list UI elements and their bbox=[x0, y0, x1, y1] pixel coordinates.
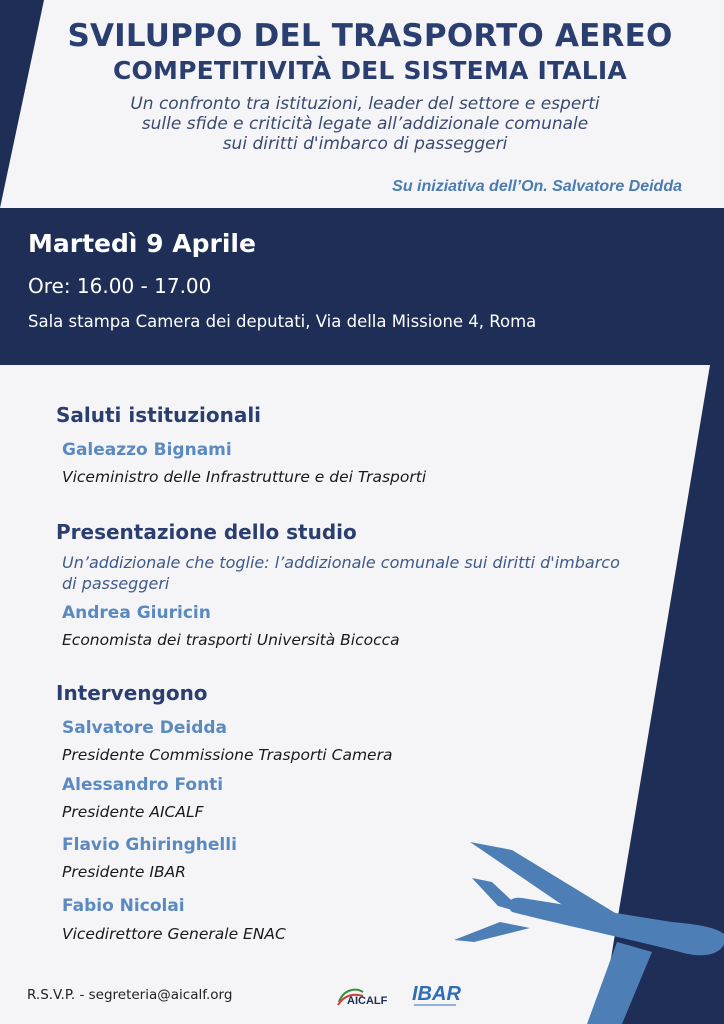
study-title: Un’addizionale che toglie: l’addizionale comunale sui diritti d'imbarco di passeggeri bbox=[62, 553, 620, 593]
speaker-name: Fabio Nicolai bbox=[62, 896, 185, 916]
initiative-credit: Su iniziativa dell’On. Salvatore Deidda bbox=[392, 178, 682, 195]
subtitle-line-2: sulle sfide e criticità legate all’addizionale comunale bbox=[141, 114, 589, 134]
speaker-name: Andrea Giuricin bbox=[62, 603, 211, 623]
speaker-role: Viceministro delle Infrastrutture e dei Trasporti bbox=[62, 468, 427, 486]
ibar-logo-text: IBAR bbox=[412, 983, 461, 1005]
speaker-name: Salvatore Deidda bbox=[62, 718, 228, 738]
speaker-role: Presidente IBAR bbox=[62, 863, 186, 881]
aicalf-logo bbox=[333, 982, 397, 1010]
section-heading-speakers: Intervengono bbox=[56, 681, 208, 705]
rsvp-contact: R.S.V.P. - segreteria@aicalf.org bbox=[27, 987, 233, 1003]
speaker-role: Presidente AICALF bbox=[62, 803, 204, 821]
speaker-name: Alessandro Fonti bbox=[62, 775, 224, 795]
speaker-role: Presidente Commissione Trasporti Camera bbox=[62, 746, 393, 764]
speaker-role: Vicedirettore Generale ENAC bbox=[62, 925, 286, 943]
title-line-2: COMPETITIVITÀ DEL SISTEMA ITALIA bbox=[113, 56, 627, 85]
title-line-1: SVILUPPO DEL TRASPORTO AEREO bbox=[67, 18, 673, 54]
event-venue: Sala stampa Camera dei deputati, Via della Missione 4, Roma bbox=[28, 312, 537, 331]
event-time: Ore: 16.00 - 17.00 bbox=[28, 274, 212, 298]
airplane-icon bbox=[452, 842, 724, 1024]
speaker-name: Galeazzo Bignami bbox=[62, 440, 232, 460]
subtitle-line-1: Un confronto tra istituzioni, leader del settore e esperti bbox=[130, 94, 600, 114]
subtitle bbox=[0, 94, 724, 154]
event-date: Martedì 9 Aprile bbox=[28, 229, 256, 258]
section-heading-study: Presentazione dello studio bbox=[56, 520, 357, 544]
speaker-role: Economista dei trasporti Università Bicocca bbox=[62, 631, 400, 649]
section-heading-greetings: Saluti istituzionali bbox=[56, 403, 262, 427]
subtitle-line-3: sui diritti d'imbarco di passeggeri bbox=[222, 134, 508, 154]
aicalf-logo-text: AICALF bbox=[347, 995, 388, 1007]
speaker-name: Flavio Ghiringhelli bbox=[62, 835, 237, 855]
